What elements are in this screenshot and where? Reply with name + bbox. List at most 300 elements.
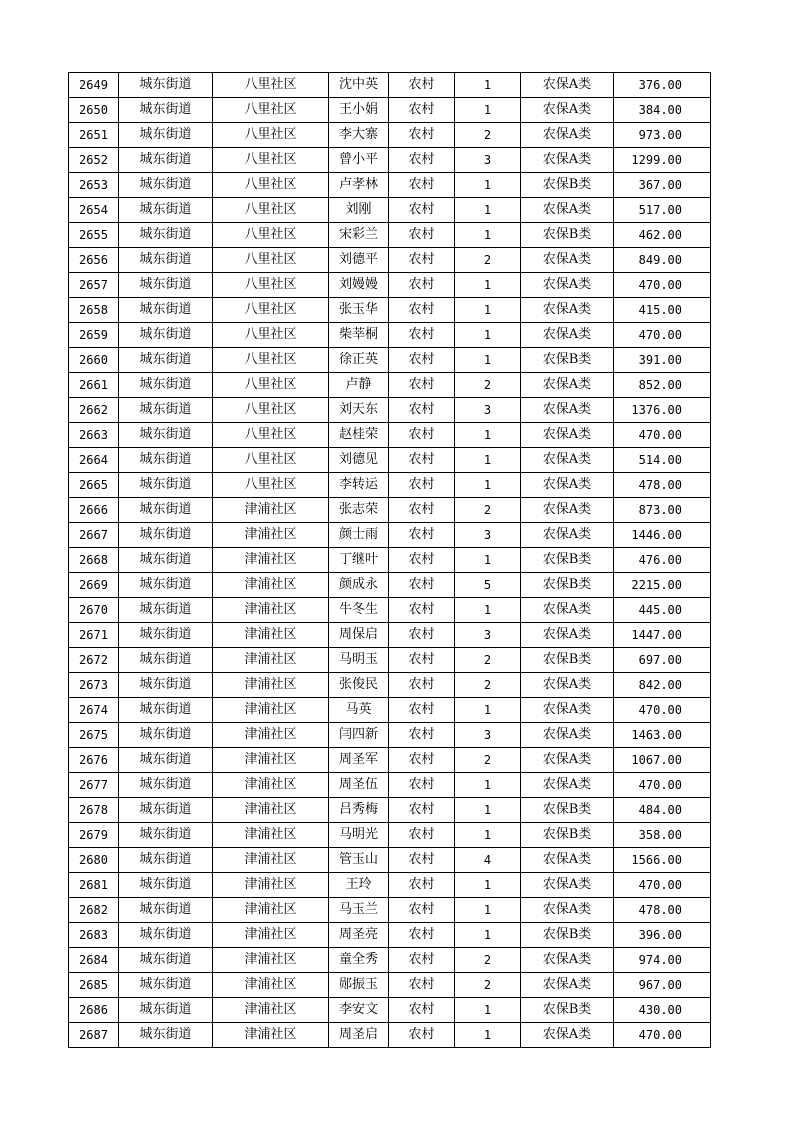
category-cell: 农保B类	[521, 648, 614, 673]
name-cell: 李安文	[329, 998, 389, 1023]
member-count-cell: 2	[455, 123, 521, 148]
table-row	[69, 573, 711, 598]
name-cell: 周圣伍	[329, 773, 389, 798]
amount-cell: 1447.00	[614, 623, 711, 648]
street-cell: 城东街道	[119, 873, 213, 898]
name-cell: 宋彩兰	[329, 223, 389, 248]
name-cell: 颜成永	[329, 573, 389, 598]
community-cell: 八里社区	[213, 298, 329, 323]
table-row	[69, 473, 711, 498]
name-cell: 赵桂荣	[329, 423, 389, 448]
street-cell: 城东街道	[119, 723, 213, 748]
table-row	[69, 548, 711, 573]
community-cell: 八里社区	[213, 348, 329, 373]
category-cell: 农保A类	[521, 123, 614, 148]
community-cell: 津浦社区	[213, 673, 329, 698]
community-cell: 八里社区	[213, 223, 329, 248]
category-cell: 农保A类	[521, 198, 614, 223]
community-cell: 八里社区	[213, 198, 329, 223]
name-cell: 张玉华	[329, 298, 389, 323]
name-cell: 周保启	[329, 623, 389, 648]
member-count-cell: 1	[455, 323, 521, 348]
community-cell: 八里社区	[213, 123, 329, 148]
category-cell: 农保A类	[521, 723, 614, 748]
name-cell: 卢静	[329, 373, 389, 398]
amount-cell: 376.00	[614, 73, 711, 98]
amount-cell: 476.00	[614, 548, 711, 573]
household-type-cell: 农村	[389, 973, 455, 998]
community-cell: 津浦社区	[213, 723, 329, 748]
category-cell: 农保A类	[521, 1023, 614, 1048]
member-count-cell: 2	[455, 748, 521, 773]
community-cell: 津浦社区	[213, 573, 329, 598]
relief-roster-table	[68, 72, 711, 1048]
household-type-cell: 农村	[389, 623, 455, 648]
category-cell: 农保A类	[521, 623, 614, 648]
amount-cell: 849.00	[614, 248, 711, 273]
amount-cell: 470.00	[614, 423, 711, 448]
household-type-cell: 农村	[389, 598, 455, 623]
name-cell: 柴莘桐	[329, 323, 389, 348]
category-cell: 农保A类	[521, 873, 614, 898]
household-type-cell: 农村	[389, 848, 455, 873]
table-row	[69, 98, 711, 123]
serial-number-cell: 2653	[69, 173, 119, 198]
community-cell: 八里社区	[213, 423, 329, 448]
amount-cell: 470.00	[614, 273, 711, 298]
table-row	[69, 498, 711, 523]
street-cell: 城东街道	[119, 598, 213, 623]
table-row	[69, 623, 711, 648]
serial-number-cell: 2660	[69, 348, 119, 373]
community-cell: 津浦社区	[213, 623, 329, 648]
member-count-cell: 1	[455, 598, 521, 623]
member-count-cell: 1	[455, 923, 521, 948]
community-cell: 八里社区	[213, 273, 329, 298]
member-count-cell: 1	[455, 998, 521, 1023]
amount-cell: 974.00	[614, 948, 711, 973]
street-cell: 城东街道	[119, 448, 213, 473]
street-cell: 城东街道	[119, 673, 213, 698]
household-type-cell: 农村	[389, 373, 455, 398]
amount-cell: 484.00	[614, 798, 711, 823]
serial-number-cell: 2679	[69, 823, 119, 848]
serial-number-cell: 2669	[69, 573, 119, 598]
community-cell: 八里社区	[213, 373, 329, 398]
table-row	[69, 373, 711, 398]
table-row	[69, 523, 711, 548]
category-cell: 农保A类	[521, 273, 614, 298]
amount-cell: 517.00	[614, 198, 711, 223]
street-cell: 城东街道	[119, 998, 213, 1023]
street-cell: 城东街道	[119, 123, 213, 148]
household-type-cell: 农村	[389, 173, 455, 198]
street-cell: 城东街道	[119, 648, 213, 673]
household-type-cell: 农村	[389, 898, 455, 923]
street-cell: 城东街道	[119, 248, 213, 273]
category-cell: 农保A类	[521, 323, 614, 348]
table-row	[69, 248, 711, 273]
category-cell: 农保A类	[521, 973, 614, 998]
serial-number-cell: 2659	[69, 323, 119, 348]
serial-number-cell: 2661	[69, 373, 119, 398]
serial-number-cell: 2670	[69, 598, 119, 623]
amount-cell: 842.00	[614, 673, 711, 698]
category-cell: 农保A类	[521, 598, 614, 623]
community-cell: 八里社区	[213, 473, 329, 498]
amount-cell: 967.00	[614, 973, 711, 998]
name-cell: 马明光	[329, 823, 389, 848]
serial-number-cell: 2657	[69, 273, 119, 298]
category-cell: 农保B类	[521, 348, 614, 373]
member-count-cell: 1	[455, 273, 521, 298]
serial-number-cell: 2667	[69, 523, 119, 548]
amount-cell: 396.00	[614, 923, 711, 948]
table-row	[69, 148, 711, 173]
street-cell: 城东街道	[119, 98, 213, 123]
table-row	[69, 773, 711, 798]
serial-number-cell: 2649	[69, 73, 119, 98]
street-cell: 城东街道	[119, 473, 213, 498]
table-row	[69, 648, 711, 673]
name-cell: 李大寨	[329, 123, 389, 148]
member-count-cell: 1	[455, 798, 521, 823]
street-cell: 城东街道	[119, 973, 213, 998]
community-cell: 津浦社区	[213, 898, 329, 923]
name-cell: 刘嫚嫚	[329, 273, 389, 298]
member-count-cell: 2	[455, 498, 521, 523]
household-type-cell: 农村	[389, 348, 455, 373]
category-cell: 农保A类	[521, 698, 614, 723]
member-count-cell: 4	[455, 848, 521, 873]
category-cell: 农保B类	[521, 998, 614, 1023]
amount-cell: 391.00	[614, 348, 711, 373]
community-cell: 津浦社区	[213, 798, 329, 823]
member-count-cell: 3	[455, 723, 521, 748]
community-cell: 津浦社区	[213, 648, 329, 673]
street-cell: 城东街道	[119, 148, 213, 173]
serial-number-cell: 2682	[69, 898, 119, 923]
category-cell: 农保A类	[521, 148, 614, 173]
household-type-cell: 农村	[389, 648, 455, 673]
community-cell: 津浦社区	[213, 1023, 329, 1048]
household-type-cell: 农村	[389, 748, 455, 773]
member-count-cell: 1	[455, 448, 521, 473]
name-cell: 周圣启	[329, 1023, 389, 1048]
amount-cell: 478.00	[614, 898, 711, 923]
table-row	[69, 998, 711, 1023]
table-row	[69, 273, 711, 298]
member-count-cell: 2	[455, 948, 521, 973]
table-row	[69, 823, 711, 848]
serial-number-cell: 2686	[69, 998, 119, 1023]
street-cell: 城东街道	[119, 323, 213, 348]
amount-cell: 973.00	[614, 123, 711, 148]
serial-number-cell: 2655	[69, 223, 119, 248]
category-cell: 农保B类	[521, 798, 614, 823]
household-type-cell: 农村	[389, 998, 455, 1023]
household-type-cell: 农村	[389, 473, 455, 498]
community-cell: 津浦社区	[213, 848, 329, 873]
category-cell: 农保A类	[521, 473, 614, 498]
category-cell: 农保B类	[521, 223, 614, 248]
member-count-cell: 3	[455, 623, 521, 648]
amount-cell: 445.00	[614, 598, 711, 623]
street-cell: 城东街道	[119, 223, 213, 248]
category-cell: 农保A类	[521, 848, 614, 873]
name-cell: 马英	[329, 698, 389, 723]
category-cell: 农保A类	[521, 773, 614, 798]
serial-number-cell: 2677	[69, 773, 119, 798]
household-type-cell: 农村	[389, 423, 455, 448]
name-cell: 李转运	[329, 473, 389, 498]
category-cell: 农保A类	[521, 298, 614, 323]
category-cell: 农保B类	[521, 823, 614, 848]
community-cell: 津浦社区	[213, 498, 329, 523]
community-cell: 津浦社区	[213, 823, 329, 848]
member-count-cell: 1	[455, 873, 521, 898]
household-type-cell: 农村	[389, 798, 455, 823]
member-count-cell: 1	[455, 698, 521, 723]
community-cell: 八里社区	[213, 448, 329, 473]
serial-number-cell: 2673	[69, 673, 119, 698]
member-count-cell: 3	[455, 398, 521, 423]
community-cell: 津浦社区	[213, 948, 329, 973]
serial-number-cell: 2685	[69, 973, 119, 998]
serial-number-cell: 2650	[69, 98, 119, 123]
serial-number-cell: 2681	[69, 873, 119, 898]
community-cell: 八里社区	[213, 398, 329, 423]
amount-cell: 470.00	[614, 1023, 711, 1048]
serial-number-cell: 2684	[69, 948, 119, 973]
street-cell: 城东街道	[119, 373, 213, 398]
table-row	[69, 748, 711, 773]
name-cell: 周圣亮	[329, 923, 389, 948]
serial-number-cell: 2654	[69, 198, 119, 223]
street-cell: 城东街道	[119, 548, 213, 573]
name-cell: 马玉兰	[329, 898, 389, 923]
community-cell: 津浦社区	[213, 698, 329, 723]
table-row	[69, 723, 711, 748]
household-type-cell: 农村	[389, 323, 455, 348]
table-row	[69, 123, 711, 148]
household-type-cell: 农村	[389, 248, 455, 273]
community-cell: 津浦社区	[213, 998, 329, 1023]
member-count-cell: 1	[455, 198, 521, 223]
community-cell: 八里社区	[213, 98, 329, 123]
table-row	[69, 798, 711, 823]
table-row	[69, 923, 711, 948]
table-row	[69, 948, 711, 973]
member-count-cell: 2	[455, 673, 521, 698]
serial-number-cell: 2665	[69, 473, 119, 498]
member-count-cell: 1	[455, 773, 521, 798]
name-cell: 刘天东	[329, 398, 389, 423]
name-cell: 刘德见	[329, 448, 389, 473]
amount-cell: 697.00	[614, 648, 711, 673]
amount-cell: 852.00	[614, 373, 711, 398]
household-type-cell: 农村	[389, 73, 455, 98]
member-count-cell: 2	[455, 648, 521, 673]
street-cell: 城东街道	[119, 523, 213, 548]
street-cell: 城东街道	[119, 773, 213, 798]
street-cell: 城东街道	[119, 173, 213, 198]
street-cell: 城东街道	[119, 298, 213, 323]
document-page	[68, 72, 710, 1048]
household-type-cell: 农村	[389, 873, 455, 898]
table-row	[69, 73, 711, 98]
community-cell: 八里社区	[213, 173, 329, 198]
serial-number-cell: 2656	[69, 248, 119, 273]
category-cell: 农保A类	[521, 523, 614, 548]
street-cell: 城东街道	[119, 698, 213, 723]
community-cell: 津浦社区	[213, 598, 329, 623]
amount-cell: 462.00	[614, 223, 711, 248]
table-row	[69, 223, 711, 248]
table-row	[69, 298, 711, 323]
street-cell: 城东街道	[119, 73, 213, 98]
table-row	[69, 198, 711, 223]
street-cell: 城东街道	[119, 623, 213, 648]
household-type-cell: 农村	[389, 723, 455, 748]
street-cell: 城东街道	[119, 273, 213, 298]
category-cell: 农保A类	[521, 398, 614, 423]
name-cell: 牛冬生	[329, 598, 389, 623]
category-cell: 农保B类	[521, 923, 614, 948]
name-cell: 王玲	[329, 873, 389, 898]
member-count-cell: 2	[455, 973, 521, 998]
street-cell: 城东街道	[119, 573, 213, 598]
household-type-cell: 农村	[389, 398, 455, 423]
table-row	[69, 898, 711, 923]
community-cell: 津浦社区	[213, 923, 329, 948]
name-cell: 张志荣	[329, 498, 389, 523]
name-cell: 周圣军	[329, 748, 389, 773]
community-cell: 八里社区	[213, 248, 329, 273]
community-cell: 八里社区	[213, 148, 329, 173]
household-type-cell: 农村	[389, 223, 455, 248]
serial-number-cell: 2678	[69, 798, 119, 823]
table-row	[69, 348, 711, 373]
amount-cell: 470.00	[614, 698, 711, 723]
category-cell: 农保A类	[521, 73, 614, 98]
member-count-cell: 1	[455, 473, 521, 498]
street-cell: 城东街道	[119, 848, 213, 873]
household-type-cell: 农村	[389, 98, 455, 123]
amount-cell: 873.00	[614, 498, 711, 523]
amount-cell: 430.00	[614, 998, 711, 1023]
table-row	[69, 598, 711, 623]
street-cell: 城东街道	[119, 1023, 213, 1048]
serial-number-cell: 2652	[69, 148, 119, 173]
community-cell: 津浦社区	[213, 973, 329, 998]
street-cell: 城东街道	[119, 198, 213, 223]
amount-cell: 1376.00	[614, 398, 711, 423]
name-cell: 闫四新	[329, 723, 389, 748]
serial-number-cell: 2668	[69, 548, 119, 573]
street-cell: 城东街道	[119, 898, 213, 923]
household-type-cell: 农村	[389, 823, 455, 848]
name-cell: 沈中英	[329, 73, 389, 98]
member-count-cell: 1	[455, 823, 521, 848]
member-count-cell: 1	[455, 548, 521, 573]
category-cell: 农保A类	[521, 948, 614, 973]
category-cell: 农保A类	[521, 748, 614, 773]
table-row	[69, 173, 711, 198]
member-count-cell: 5	[455, 573, 521, 598]
street-cell: 城东街道	[119, 823, 213, 848]
amount-cell: 470.00	[614, 773, 711, 798]
table-row	[69, 423, 711, 448]
household-type-cell: 农村	[389, 148, 455, 173]
household-type-cell: 农村	[389, 698, 455, 723]
member-count-cell: 1	[455, 73, 521, 98]
household-type-cell: 农村	[389, 573, 455, 598]
community-cell: 八里社区	[213, 323, 329, 348]
category-cell: 农保A类	[521, 423, 614, 448]
street-cell: 城东街道	[119, 423, 213, 448]
amount-cell: 470.00	[614, 323, 711, 348]
household-type-cell: 农村	[389, 448, 455, 473]
amount-cell: 358.00	[614, 823, 711, 848]
amount-cell: 384.00	[614, 98, 711, 123]
household-type-cell: 农村	[389, 298, 455, 323]
member-count-cell: 3	[455, 148, 521, 173]
member-count-cell: 2	[455, 373, 521, 398]
table-row	[69, 698, 711, 723]
amount-cell: 1446.00	[614, 523, 711, 548]
member-count-cell: 1	[455, 1023, 521, 1048]
name-cell: 郧振玉	[329, 973, 389, 998]
street-cell: 城东街道	[119, 798, 213, 823]
serial-number-cell: 2672	[69, 648, 119, 673]
serial-number-cell: 2674	[69, 698, 119, 723]
household-type-cell: 农村	[389, 548, 455, 573]
table-row	[69, 323, 711, 348]
household-type-cell: 农村	[389, 198, 455, 223]
amount-cell: 514.00	[614, 448, 711, 473]
name-cell: 颜士雨	[329, 523, 389, 548]
category-cell: 农保A类	[521, 373, 614, 398]
amount-cell: 367.00	[614, 173, 711, 198]
category-cell: 农保A类	[521, 98, 614, 123]
amount-cell: 1463.00	[614, 723, 711, 748]
amount-cell: 470.00	[614, 873, 711, 898]
street-cell: 城东街道	[119, 923, 213, 948]
household-type-cell: 农村	[389, 923, 455, 948]
amount-cell: 1566.00	[614, 848, 711, 873]
household-type-cell: 农村	[389, 523, 455, 548]
serial-number-cell: 2664	[69, 448, 119, 473]
member-count-cell: 1	[455, 423, 521, 448]
table-row	[69, 873, 711, 898]
table-body	[69, 73, 711, 1048]
name-cell: 管玉山	[329, 848, 389, 873]
amount-cell: 1067.00	[614, 748, 711, 773]
serial-number-cell: 2666	[69, 498, 119, 523]
member-count-cell: 1	[455, 223, 521, 248]
serial-number-cell: 2658	[69, 298, 119, 323]
category-cell: 农保B类	[521, 573, 614, 598]
street-cell: 城东街道	[119, 498, 213, 523]
name-cell: 张俊民	[329, 673, 389, 698]
table-row	[69, 673, 711, 698]
name-cell: 丁继叶	[329, 548, 389, 573]
street-cell: 城东街道	[119, 398, 213, 423]
household-type-cell: 农村	[389, 1023, 455, 1048]
community-cell: 津浦社区	[213, 773, 329, 798]
household-type-cell: 农村	[389, 673, 455, 698]
